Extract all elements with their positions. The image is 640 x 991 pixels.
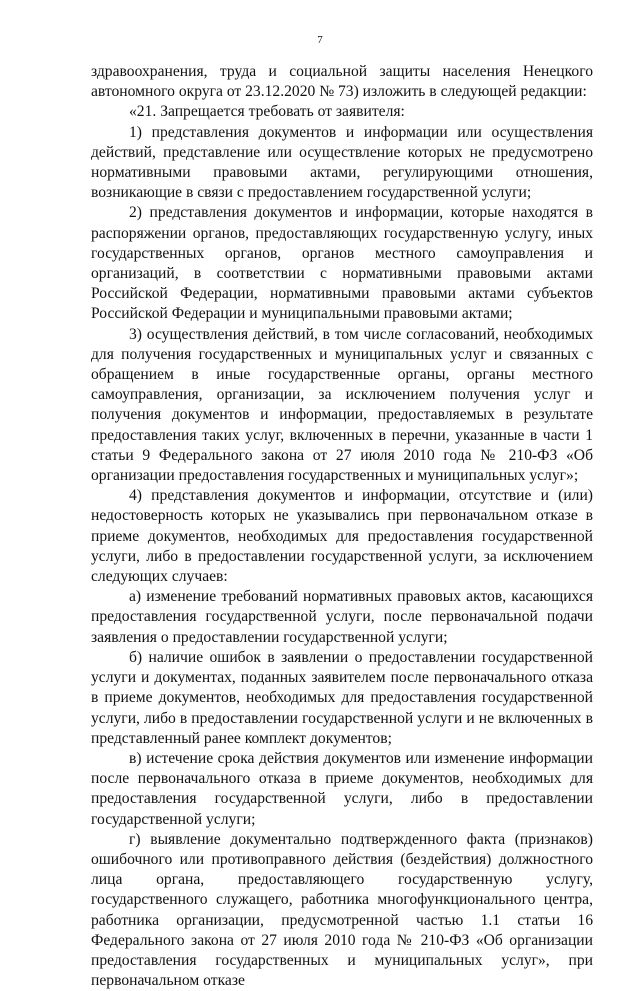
paragraph-clause-21-heading: «21. Запрещается требовать от заявителя: (129, 103, 405, 121)
paragraph-subitem-a: а) изменение требований нормативных правовых актов, касающихся предоставления государственной услуги, после первоначальной подачи заявления о предоставлении государственной услуги; (91, 588, 593, 646)
document-body (91, 62, 593, 991)
paragraph-subitem-b: б) наличие ошибок в заявлении о предоставлении государственной услуги и документах, поданных заявителем после первоначального отказа в приеме документов, необходимых для предоставления государственной услуги, либо в предоставлении государственной услуги и не включенных в представленный ранее комплект документов; (91, 648, 593, 747)
paragraph-item-1: 1) представления документов и информации или осуществления действий, представление или осуществление которых не предусмотрено нормативными правовыми актами, регулирующими отношения, возникающие в связи с предоставлением государственной услуги; (91, 123, 593, 202)
paragraph-subitem-v: в) истечение срока действия документов или изменение информации после первоначального отказа в приеме документов, необходимых для предоставления государственной услуги, либо в предоставлении государственной услуги; (91, 749, 593, 828)
paragraph-intro-continuation: здравоохранения, труда и социальной защиты населения Ненецкого автономного округа от 23.12.2020 № 73) изложить в следующей редакции: (91, 63, 593, 101)
paragraph-item-3: 3) осуществления действий, в том числе согласований, необходимых для получения государственных и муниципальных услуг и связанных с обращением в иные государственные органы, органы местного самоуправления, организации, за исключением получения услуг и получения документов и информации, предоставляемых в результате предоставления таких услуг, включенных в перечни, указанные в части 1 статьи 9 Федерального закона от 27 июля 2010 года № 210-ФЗ «Об организации предоставления государственных и муниципальных услуг»; (91, 325, 593, 485)
paragraph-subitem-g: г) выявление документально подтвержденного факта (признаков) ошибочного или противоправного действия (бездействия) должностного лица органа, предоставляющего государственную услугу, государственного служащего, работника многофункционального центра, работника организации, предусмотренной частью 1.1 статьи 16 Федерального закона от 27 июля 2010 года № 210-ФЗ «Об организации предоставления государственных и муниципальных услуг», при первоначальном отказе (91, 830, 593, 990)
paragraph-item-4: 4) представления документов и информации, отсутствие и (или) недостоверность которых не указывались при первоначальном отказе в приеме документов, необходимых для предоставления государственной услуги, либо в предоставлении государственной услуги, за исключением следующих случаев: (91, 487, 593, 586)
page-number: 7 (317, 34, 323, 46)
paragraph-item-2: 2) представления документов и информации, которые находятся в распоряжении органов, предоставляющих государственную услугу, иных государственных органов, органов местного самоуправления и организаций, в соответствии с нормативными правовыми актами Российской Федерации, нормативными правовыми актами субъектов Российской Федерации и муниципальными правовыми актами; (91, 204, 593, 323)
